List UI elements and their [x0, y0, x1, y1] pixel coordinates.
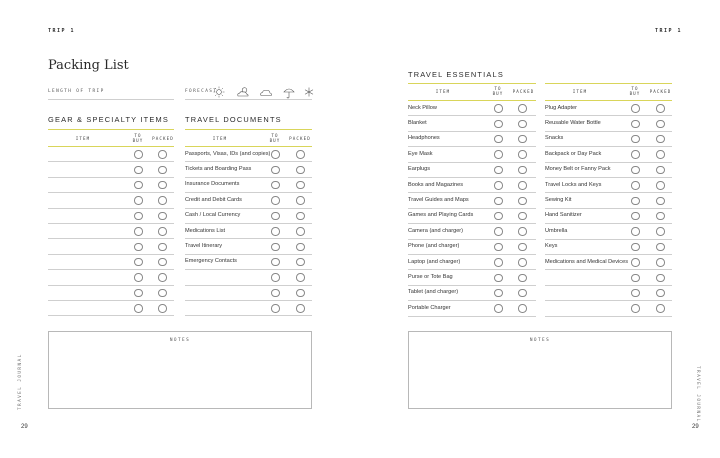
documents-item-label: Emergency Contacts: [185, 258, 237, 265]
packed-checkbox[interactable]: [656, 104, 665, 113]
to-buy-checkbox[interactable]: [271, 273, 280, 282]
to-buy-checkbox[interactable]: [494, 166, 503, 175]
gear-row: [48, 270, 174, 285]
essentials-section-title: TRAVEL ESSENTIALS: [408, 70, 504, 79]
documents-row: [185, 209, 312, 224]
essentials-item-label: Headphones: [408, 135, 440, 142]
documents-col-buy: TO BUY: [269, 133, 281, 143]
essentials-right-col-packed: PACKED: [649, 89, 672, 94]
essentials-item-label: Laptop (and charger): [408, 258, 461, 265]
essentials-left-col-item: ITEM: [435, 89, 451, 94]
to-buy-checkbox[interactable]: [134, 150, 143, 159]
essentials-item-label: Eye Mask: [408, 150, 433, 157]
packed-checkbox[interactable]: [158, 273, 167, 282]
documents-header-top-line: [185, 129, 312, 130]
forecast-label: FORECAST: [185, 89, 218, 94]
documents-item-label: Insurance Documents: [185, 181, 240, 188]
packed-checkbox[interactable]: [656, 166, 665, 175]
packed-checkbox[interactable]: [158, 227, 167, 236]
essentials-item-label: Tablet (and charger): [408, 289, 459, 296]
gear-col-buy: TO BUY: [132, 133, 144, 143]
essentials-item-label: Hand Sanitizer: [545, 212, 582, 219]
essentials-row: [408, 101, 536, 116]
to-buy-checkbox[interactable]: [494, 274, 503, 283]
essentials-item-label: Travel Guides and Maps: [408, 196, 469, 203]
to-buy-checkbox[interactable]: [631, 197, 640, 206]
to-buy-checkbox[interactable]: [134, 227, 143, 236]
essentials-row: [545, 116, 672, 131]
to-buy-checkbox[interactable]: [631, 181, 640, 190]
gear-row: [48, 178, 174, 193]
essentials-row: [545, 286, 672, 301]
page-title: Packing List: [48, 58, 129, 73]
packed-checkbox[interactable]: [656, 274, 665, 283]
side-label-left: TRAVEL JOURNAL: [18, 353, 23, 410]
packed-checkbox[interactable]: [158, 212, 167, 221]
documents-row: [185, 147, 312, 162]
essentials-row: [545, 301, 672, 316]
gear-row: [48, 147, 174, 162]
to-buy-checkbox[interactable]: [631, 274, 640, 283]
documents-row: [185, 193, 312, 208]
to-buy-checkbox[interactable]: [631, 258, 640, 267]
packed-checkbox[interactable]: [518, 274, 527, 283]
gear-row: [48, 209, 174, 224]
packed-checkbox[interactable]: [656, 120, 665, 129]
packed-checkbox[interactable]: [296, 150, 305, 159]
gear-section-title: GEAR & SPECIALTY ITEMS: [48, 115, 169, 124]
to-buy-checkbox[interactable]: [631, 104, 640, 113]
essentials-item-label: Backpack or Day Pack: [545, 150, 602, 157]
gear-header-top-line: [48, 129, 174, 130]
to-buy-checkbox[interactable]: [494, 135, 503, 144]
packed-checkbox[interactable]: [518, 120, 527, 129]
essentials-row: [545, 163, 672, 178]
essentials-row: [408, 209, 536, 224]
to-buy-checkbox[interactable]: [494, 150, 503, 159]
packed-checkbox[interactable]: [296, 304, 305, 313]
documents-item-label: Credit and Debit Cards: [185, 196, 242, 203]
gear-row: [48, 255, 174, 270]
essentials-item-label: Snacks: [545, 135, 564, 142]
essentials-right-col-buy: TO BUY: [629, 86, 641, 96]
packed-checkbox[interactable]: [518, 227, 527, 236]
notes-box-right[interactable]: [408, 331, 672, 409]
packed-checkbox[interactable]: [296, 196, 305, 205]
essentials-row: [545, 193, 672, 208]
packed-checkbox[interactable]: [296, 243, 305, 252]
essentials-row: [408, 255, 536, 270]
gear-col-packed: PACKED: [152, 136, 174, 141]
to-buy-checkbox[interactable]: [494, 227, 503, 236]
to-buy-checkbox[interactable]: [631, 304, 640, 313]
essentials-item-label: Neck Pillow: [408, 104, 437, 111]
essentials-row: [408, 116, 536, 131]
essentials-row: [545, 255, 672, 270]
to-buy-checkbox[interactable]: [271, 304, 280, 313]
essentials-row: [408, 193, 536, 208]
packed-checkbox[interactable]: [296, 258, 305, 267]
documents-item-label: Cash / Local Currency: [185, 212, 241, 219]
packed-checkbox[interactable]: [518, 243, 527, 252]
to-buy-checkbox[interactable]: [271, 227, 280, 236]
packed-checkbox[interactable]: [656, 243, 665, 252]
gear-row: [48, 301, 174, 316]
packed-checkbox[interactable]: [158, 166, 167, 175]
documents-section-title: TRAVEL DOCUMENTS: [185, 115, 282, 124]
essentials-row: [408, 163, 536, 178]
to-buy-checkbox[interactable]: [134, 181, 143, 190]
to-buy-checkbox[interactable]: [494, 243, 503, 252]
essentials-item-label: Blanket: [408, 119, 427, 126]
essentials-right-col-item: ITEM: [572, 89, 588, 94]
gear-row: [48, 239, 174, 254]
to-buy-checkbox[interactable]: [271, 196, 280, 205]
essentials-row: [408, 301, 536, 316]
to-buy-checkbox[interactable]: [134, 258, 143, 267]
essentials-item-label: Money Belt or Fanny Pack: [545, 166, 611, 173]
to-buy-checkbox[interactable]: [494, 120, 503, 129]
length-of-trip-line[interactable]: [48, 99, 174, 100]
documents-row: [185, 286, 312, 301]
documents-item-label: Travel Itinerary: [185, 242, 223, 249]
to-buy-checkbox[interactable]: [271, 289, 280, 298]
essentials-item-label: Travel Locks and Keys: [545, 181, 602, 188]
essentials-row: [408, 147, 536, 162]
essentials-item-label: Portable Charger: [408, 304, 451, 311]
to-buy-checkbox[interactable]: [494, 181, 503, 190]
essentials-row: [545, 224, 672, 239]
packed-checkbox[interactable]: [518, 289, 527, 298]
essentials-item-label: Keys: [545, 243, 558, 250]
packed-checkbox[interactable]: [158, 304, 167, 313]
packed-checkbox[interactable]: [656, 304, 665, 313]
packed-checkbox[interactable]: [656, 135, 665, 144]
to-buy-checkbox[interactable]: [631, 243, 640, 252]
gear-row: [48, 224, 174, 239]
page-number-right: 29: [692, 424, 699, 430]
to-buy-checkbox[interactable]: [494, 258, 503, 267]
to-buy-checkbox[interactable]: [134, 289, 143, 298]
essentials-row: [545, 132, 672, 147]
documents-col-packed: PACKED: [289, 136, 311, 141]
documents-row: [185, 224, 312, 239]
packed-checkbox[interactable]: [518, 135, 527, 144]
packed-checkbox[interactable]: [158, 150, 167, 159]
packed-checkbox[interactable]: [158, 243, 167, 252]
packed-checkbox[interactable]: [656, 289, 665, 298]
trip-label-right: TRIP 1: [655, 28, 683, 34]
to-buy-checkbox[interactable]: [631, 120, 640, 129]
to-buy-checkbox[interactable]: [631, 212, 640, 221]
gear-row: [48, 162, 174, 177]
essentials-item-label: Medications and Medical Devices: [545, 258, 629, 265]
gear-col-item: ITEM: [75, 136, 91, 141]
gear-row: [48, 286, 174, 301]
documents-row: [185, 301, 312, 316]
packed-checkbox[interactable]: [158, 289, 167, 298]
to-buy-checkbox[interactable]: [271, 181, 280, 190]
essentials-row: [408, 286, 536, 301]
essentials-item-label: Phone (and charger): [408, 243, 460, 250]
notes-label-left: NOTES: [169, 338, 191, 343]
essentials-row: [408, 224, 536, 239]
to-buy-checkbox[interactable]: [494, 304, 503, 313]
packed-checkbox[interactable]: [296, 166, 305, 175]
packed-checkbox[interactable]: [158, 258, 167, 267]
essentials-row: [408, 240, 536, 255]
to-buy-checkbox[interactable]: [134, 212, 143, 221]
gear-row: [48, 193, 174, 208]
essentials-left-col-packed: PACKED: [512, 89, 535, 94]
documents-row: [185, 162, 312, 177]
packed-checkbox[interactable]: [656, 227, 665, 236]
to-buy-checkbox[interactable]: [271, 166, 280, 175]
documents-row: [185, 270, 312, 285]
to-buy-checkbox[interactable]: [134, 196, 143, 205]
to-buy-checkbox[interactable]: [631, 227, 640, 236]
packed-checkbox[interactable]: [656, 258, 665, 267]
to-buy-checkbox[interactable]: [271, 258, 280, 267]
packed-checkbox[interactable]: [518, 212, 527, 221]
side-label-right: TRAVEL JOURNAL: [695, 366, 700, 423]
to-buy-checkbox[interactable]: [631, 289, 640, 298]
to-buy-checkbox[interactable]: [494, 212, 503, 221]
packed-checkbox[interactable]: [296, 289, 305, 298]
essentials-item-label: Books and Magazines: [408, 181, 464, 188]
essentials-item-label: Reusable Water Bottle: [545, 119, 601, 126]
to-buy-checkbox[interactable]: [631, 150, 640, 159]
umbrella-icon[interactable]: [283, 86, 295, 99]
essentials-item-label: Sewing Kit: [545, 196, 572, 203]
packed-checkbox[interactable]: [656, 150, 665, 159]
essentials-row: [545, 147, 672, 162]
packed-checkbox[interactable]: [296, 273, 305, 282]
page-number-left: 29: [21, 424, 28, 430]
to-buy-checkbox[interactable]: [271, 243, 280, 252]
forecast-line: [185, 99, 312, 100]
to-buy-checkbox[interactable]: [134, 166, 143, 175]
to-buy-checkbox[interactable]: [631, 135, 640, 144]
packed-checkbox[interactable]: [158, 196, 167, 205]
packed-checkbox[interactable]: [296, 181, 305, 190]
essentials-item-label: Earplugs: [408, 166, 431, 173]
to-buy-checkbox[interactable]: [494, 289, 503, 298]
length-of-trip-label: LENGTH OF TRIP: [48, 89, 105, 94]
packed-checkbox[interactable]: [656, 212, 665, 221]
documents-row: [185, 178, 312, 193]
sun-icon[interactable]: [213, 86, 225, 98]
essentials-row: [545, 178, 672, 193]
essentials-row: [408, 132, 536, 147]
essentials-row: [408, 270, 536, 285]
documents-row: [185, 255, 312, 270]
to-buy-checkbox[interactable]: [271, 212, 280, 221]
to-buy-checkbox[interactable]: [631, 166, 640, 175]
to-buy-checkbox[interactable]: [494, 104, 503, 113]
essentials-row: [545, 209, 672, 224]
snowflake-icon[interactable]: [304, 87, 314, 97]
essentials-row: [545, 101, 672, 116]
packed-checkbox[interactable]: [518, 197, 527, 206]
essentials-left-col-buy: TO BUY: [492, 86, 504, 96]
packed-checkbox[interactable]: [518, 181, 527, 190]
essentials-item-label: Camera (and charger): [408, 227, 464, 234]
packed-checkbox[interactable]: [518, 150, 527, 159]
documents-item-label: Tickets and Boarding Pass: [185, 165, 252, 172]
to-buy-checkbox[interactable]: [134, 243, 143, 252]
packed-checkbox[interactable]: [296, 227, 305, 236]
essentials-row: [545, 270, 672, 285]
partly-cloudy-icon[interactable]: [236, 86, 250, 98]
cloud-icon[interactable]: [259, 87, 273, 97]
packed-checkbox[interactable]: [518, 258, 527, 267]
to-buy-checkbox[interactable]: [134, 273, 143, 282]
notes-box-left[interactable]: [48, 331, 312, 409]
essentials-item-label: Purse or Tote Bag: [408, 273, 453, 280]
to-buy-checkbox[interactable]: [134, 304, 143, 313]
essentials-left-header-top-line: [408, 83, 536, 84]
documents-item-label: Medications List: [185, 227, 226, 234]
packed-checkbox[interactable]: [518, 304, 527, 313]
essentials-item-label: Plug Adapter: [545, 104, 578, 111]
essentials-right-header-top-line: [545, 83, 672, 84]
packed-checkbox[interactable]: [518, 166, 527, 175]
to-buy-checkbox[interactable]: [271, 150, 280, 159]
essentials-row: [408, 178, 536, 193]
packed-checkbox[interactable]: [296, 212, 305, 221]
essentials-item-label: Umbrella: [545, 227, 568, 234]
to-buy-checkbox[interactable]: [494, 197, 503, 206]
documents-col-item: ITEM: [212, 136, 228, 141]
packed-checkbox[interactable]: [518, 104, 527, 113]
documents-item-label: Passports, Visas, IDs (and copies): [185, 150, 271, 157]
essentials-item-label: Games and Playing Cards: [408, 212, 474, 219]
notes-label-right: NOTES: [529, 338, 551, 343]
trip-label-left: TRIP 1: [48, 28, 76, 34]
packed-checkbox[interactable]: [656, 197, 665, 206]
documents-row: [185, 239, 312, 254]
packed-checkbox[interactable]: [656, 181, 665, 190]
essentials-row: [545, 240, 672, 255]
packed-checkbox[interactable]: [158, 181, 167, 190]
